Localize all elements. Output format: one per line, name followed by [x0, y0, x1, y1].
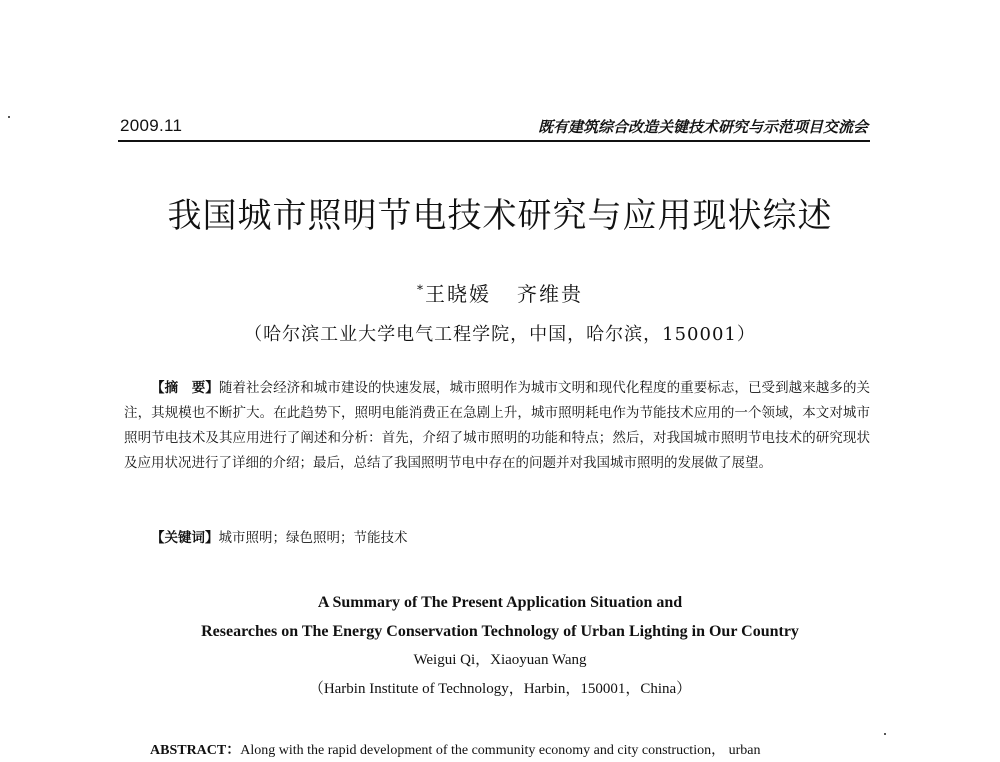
abstract-en-text: Along with the rapid development of the community economy and city construction， urban [240, 743, 761, 758]
author-1: 王晓媛 [425, 282, 491, 306]
affiliation-cn: （哈尔滨工业大学电气工程学院，中国，哈尔滨，150001） [244, 324, 756, 345]
english-header-block [0, 588, 1000, 704]
affiliation-en: （Harbin Institute of Technology，Harbin，150001，China） [308, 681, 692, 697]
abstract-en-label: ABSTRACT： [150, 743, 241, 758]
keywords-cn-text: 城市照明；绿色照明；节能技术 [218, 530, 408, 546]
paper-title-cn: 我国城市照明节电技术研究与应用现状综述 [167, 196, 833, 236]
authors-cn [0, 278, 1000, 307]
header-conference: 既有建筑综合改造关键技术研究与示范项目交流会 [537, 118, 868, 136]
paper-title-en-line-1: A Summary of The Present Application Situation and [317, 594, 683, 611]
running-header [118, 114, 870, 142]
header-date: 2009.11 [120, 116, 183, 135]
abstract-cn-label: 【摘 要】 [151, 380, 219, 396]
abstract-en [150, 740, 870, 762]
keywords-cn [124, 526, 870, 551]
authors-en: Weigui Qi，Xiaoyuan Wang [413, 652, 587, 668]
paper-title-en-line-2: Researches on The Energy Conservation Technology of Urban Lighting in Our Country [201, 623, 799, 640]
author-2: 齐维贵 [517, 282, 583, 306]
abstract-cn-text: 随着社会经济和城市建设的快速发展，城市照明作为城市文明和现代化程度的重要标志，已受到越来越多的关注，其规模也不断扩大。在此趋势下，照明电能消费正在急剧上升，城市照明耗电作为节能技术应用的一个领域，本文对城市照明节电技术及其应用进行了阐述和分析：首先，介绍了城市照明的功能和特点；然后，对我国城市照明节电技术的研究现状及应用状况进行了详细的介绍；最后，总结了我国照明节电中存在的问题并对我国城市照明的发展做了展望。 [124, 380, 871, 471]
corresponding-author-marker: * [417, 282, 425, 297]
scan-speck [8, 116, 10, 118]
keywords-cn-label: 【关键词】 [151, 530, 219, 546]
abstract-cn [124, 376, 870, 476]
scan-speck [884, 733, 886, 735]
